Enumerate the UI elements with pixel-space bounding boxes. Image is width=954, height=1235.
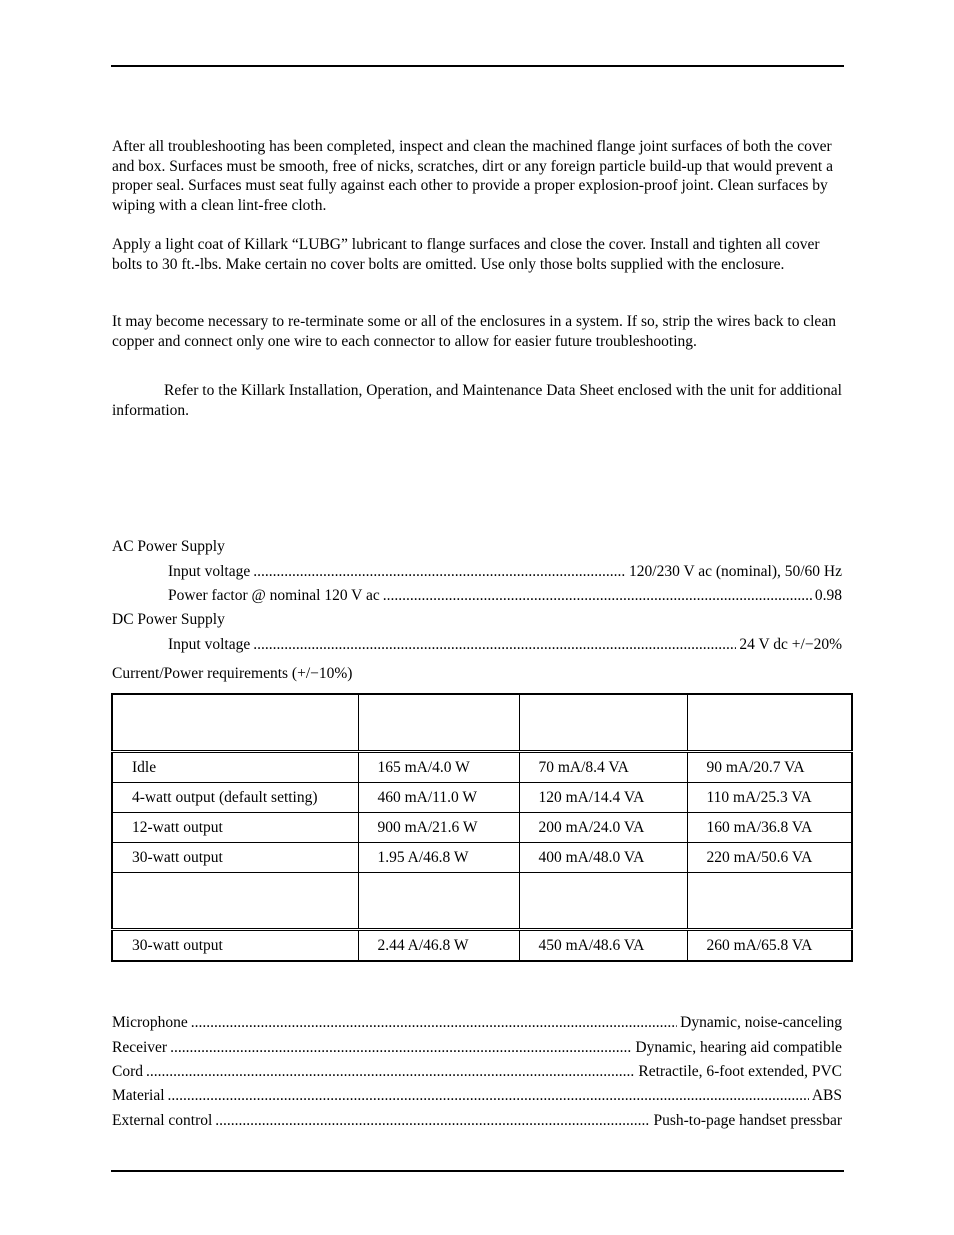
spec-label: Material xyxy=(112,1087,165,1104)
dc-input-voltage-spec xyxy=(168,635,842,655)
table-cell: 900 mA/21.6 W xyxy=(358,813,519,843)
spec-value: Push-to-page handset pressbar xyxy=(653,1112,842,1129)
spec-receiver xyxy=(112,1038,842,1058)
spec-microphone xyxy=(112,1013,842,1033)
paragraph-reterminate: It may become necessary to re-terminate some or all of the enclosures in a system. If so, strip the wires back to clean copper and connect only one wire to each connector to allow for easier future troubleshooting. xyxy=(112,313,836,350)
dot-leader xyxy=(215,1111,650,1131)
table-header-cell xyxy=(687,694,852,752)
table-cell: 4-watt output (default setting) xyxy=(112,783,358,813)
table-cell: 2.44 A/46.8 W xyxy=(358,930,519,962)
spec-label: Cord xyxy=(112,1063,143,1080)
table-cell: 12-watt output xyxy=(112,813,358,843)
table-cell: 200 mA/24.0 VA xyxy=(519,813,687,843)
paragraph-lubricant: Apply a light coat of Killark “LUBG” lubricant to flange surfaces and close the cover. Install and tighten all cover bolts to 30 ft.-lbs. Make certain no cover bolts are omitted. Use only those bolts supplied with the enclosure. xyxy=(112,236,820,273)
table-cell: 260 mA/65.8 VA xyxy=(687,930,852,962)
table-subheader-row xyxy=(112,873,852,930)
spec-label: Receiver xyxy=(112,1039,168,1056)
table-cell: 90 mA/20.7 VA xyxy=(687,752,852,783)
table-header-cell xyxy=(358,873,519,930)
spec-value: 0.98 xyxy=(814,587,842,604)
table-row xyxy=(112,813,852,843)
table-cell: 165 mA/4.0 W xyxy=(358,752,519,783)
current-power-requirements-label: Current/Power requirements (+/−10%) xyxy=(112,665,353,682)
table-header-row xyxy=(112,694,852,752)
spec-label: Microphone xyxy=(112,1014,188,1031)
table-header-cell xyxy=(358,694,519,752)
table-row xyxy=(112,843,852,873)
ac-power-supply-label: AC Power Supply xyxy=(112,538,225,555)
spec-label: Power factor @ nominal 120 V ac xyxy=(168,587,380,604)
table-cell: 30-watt output xyxy=(112,843,358,873)
spec-value: 120/230 V ac (nominal), 50/60 Hz xyxy=(629,563,842,580)
spec-cord xyxy=(112,1062,842,1082)
spec-label: Input voltage xyxy=(168,563,251,580)
dot-leader xyxy=(383,586,812,606)
spec-value: Retractile, 6-foot extended, PVC xyxy=(638,1063,842,1080)
spec-value: Dynamic, noise-canceling xyxy=(680,1014,842,1031)
table-row xyxy=(112,783,852,813)
table-cell: 120 mA/14.4 VA xyxy=(519,783,687,813)
ac-input-voltage-spec xyxy=(168,562,842,582)
dot-leader xyxy=(253,562,626,582)
table-cell: 160 mA/36.8 VA xyxy=(687,813,852,843)
current-power-table xyxy=(111,693,853,962)
dot-leader xyxy=(146,1062,635,1082)
table-header-cell xyxy=(519,694,687,752)
paragraph-flange-inspection: After all troubleshooting has been completed, inspect and clean the machined flange joint surfaces of both the cover and box. Surfaces must be smooth, free of nicks, scratches, dirt or any foreign particle build-up that would prevent a proper seal. Surfaces must seat fully against each other to provide a proper explosion-proof joint. Clean surfaces by wiping with a clean lint-free cloth. xyxy=(112,138,833,214)
table-cell: Idle xyxy=(112,752,358,783)
spec-external-control xyxy=(112,1111,842,1131)
table-row xyxy=(112,930,852,962)
table-header-cell xyxy=(112,694,358,752)
table-row xyxy=(112,752,852,783)
dot-leader xyxy=(191,1013,677,1033)
dot-leader xyxy=(170,1038,632,1058)
spec-material xyxy=(112,1086,842,1106)
table-cell: 220 mA/50.6 VA xyxy=(687,843,852,873)
table-cell: 110 mA/25.3 VA xyxy=(687,783,852,813)
table-cell: 1.95 A/46.8 W xyxy=(358,843,519,873)
spec-label: Input voltage xyxy=(168,636,251,653)
paragraph-refer-datasheet: Refer to the Killark Installation, Operation, and Maintenance Data Sheet enclosed with the unit for additional information. xyxy=(112,382,842,419)
table-header-cell xyxy=(519,873,687,930)
dot-leader xyxy=(253,635,736,655)
table-cell: 450 mA/48.6 VA xyxy=(519,930,687,962)
top-rule xyxy=(111,65,844,67)
spec-value: Dynamic, hearing aid compatible xyxy=(635,1039,842,1056)
table-cell: 70 mA/8.4 VA xyxy=(519,752,687,783)
spec-value: 24 V dc +/−20% xyxy=(739,636,842,653)
table-header-cell xyxy=(112,873,358,930)
power-factor-spec xyxy=(168,586,842,606)
table-cell: 400 mA/48.0 VA xyxy=(519,843,687,873)
table-header-cell xyxy=(687,873,852,930)
spec-value: ABS xyxy=(811,1087,842,1104)
table-cell: 30-watt output xyxy=(112,930,358,962)
spec-label: External control xyxy=(112,1112,213,1129)
dc-power-supply-label: DC Power Supply xyxy=(112,611,225,628)
table-cell: 460 mA/11.0 W xyxy=(358,783,519,813)
bottom-rule xyxy=(111,1170,844,1172)
dot-leader xyxy=(168,1086,809,1106)
